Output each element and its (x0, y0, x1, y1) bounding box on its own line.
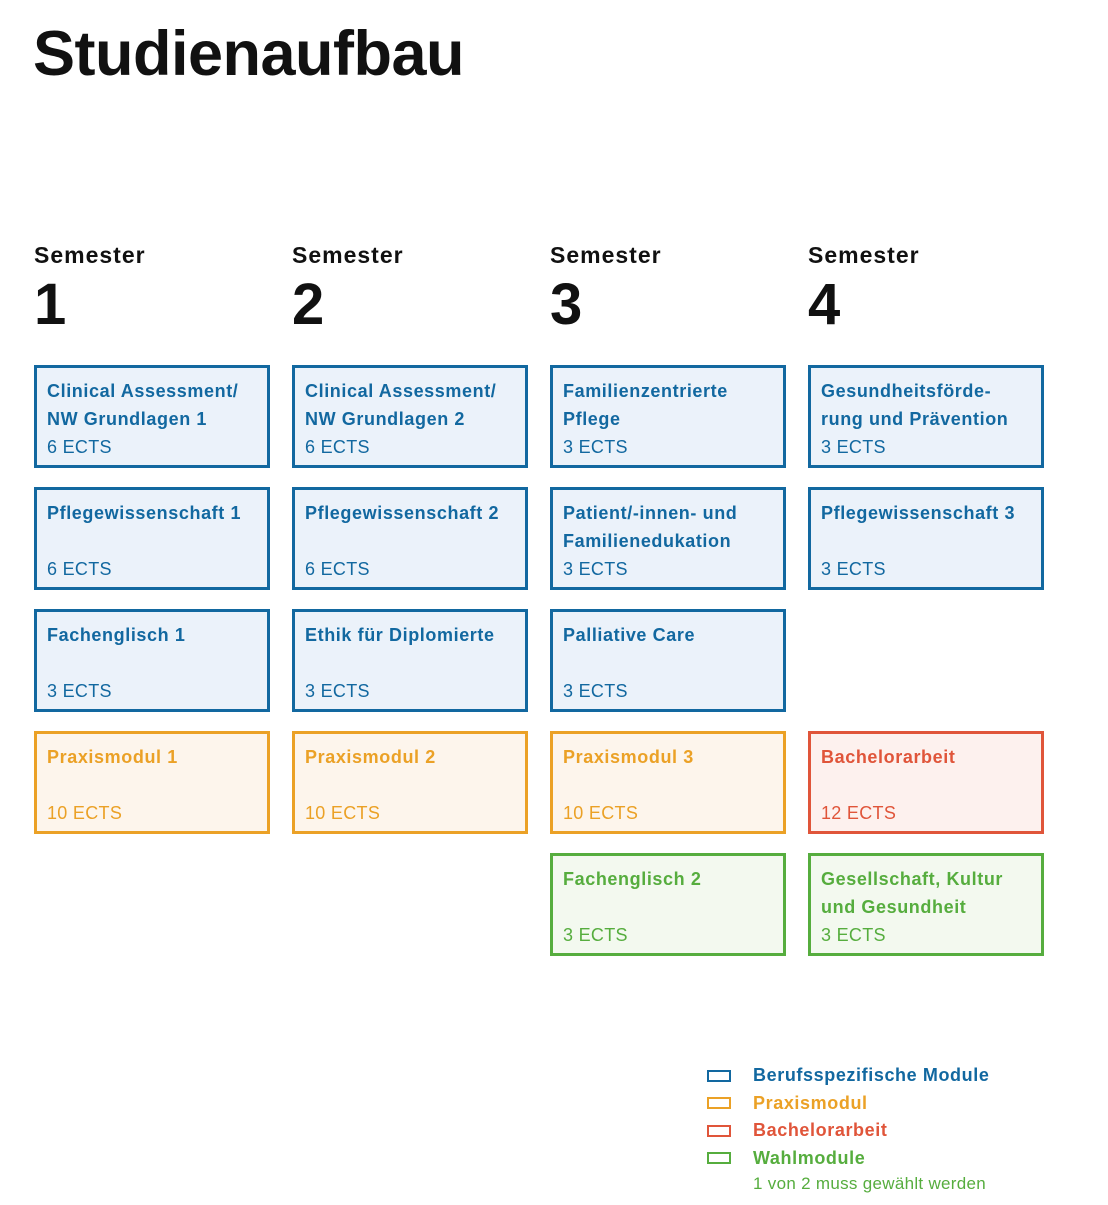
module-name: Clinical Assessment/ NW Grundlagen 2 (305, 381, 497, 429)
module-ects: 3 ECTS (47, 681, 112, 701)
semester-number: 3 (550, 272, 583, 337)
legend-swatch-icon (707, 1152, 731, 1164)
module-name: Fachenglisch 2 (563, 869, 702, 889)
semester-header-4 (808, 240, 1048, 337)
legend (707, 1062, 1087, 1196)
semester-number: 4 (808, 272, 841, 337)
module-name: Gesellschaft, Kultur und Gesundheit (821, 869, 1004, 917)
module-name: Praxismodul 3 (563, 747, 694, 767)
module-ects: 6 ECTS (47, 559, 112, 579)
module-card-praxis (34, 731, 270, 834)
semester-label: Semester (808, 242, 920, 268)
legend-swatch-icon (707, 1097, 731, 1109)
module-card-berufsspezifisch (550, 487, 786, 590)
module-name: Pflegewissenschaft 1 (47, 503, 242, 523)
legend-swatch-icon (707, 1070, 731, 1082)
module-ects: 10 ECTS (47, 803, 123, 823)
module-name: Bachelorarbeit (821, 747, 956, 767)
semester-header-1 (34, 240, 274, 337)
module-name: Gesundheitsförde- rung und Prävention (821, 381, 1009, 429)
module-name: Praxismodul 1 (47, 747, 178, 767)
page-title: Studienaufbau (33, 19, 464, 89)
semester-header-3 (550, 240, 790, 337)
module-name: Familienzentrierte Pflege (563, 381, 728, 429)
module-name: Pflegewissenschaft 2 (305, 503, 500, 523)
module-ects: 6 ECTS (305, 559, 370, 579)
semester-label: Semester (292, 242, 404, 268)
module-card-berufsspezifisch (808, 487, 1044, 590)
semester-header-2 (292, 240, 532, 337)
module-card-berufsspezifisch (34, 609, 270, 712)
module-name: Clinical Assessment/ NW Grundlagen 1 (47, 381, 239, 429)
module-card-berufsspezifisch (292, 365, 528, 468)
legend-item-wahl (707, 1145, 1087, 1173)
module-ects: 12 ECTS (821, 803, 897, 823)
module-card-berufsspezifisch (550, 609, 786, 712)
module-ects: 3 ECTS (563, 681, 628, 701)
module-ects: 6 ECTS (305, 437, 370, 457)
module-ects: 6 ECTS (47, 437, 112, 457)
module-ects: 3 ECTS (821, 925, 886, 945)
semester-number: 2 (292, 272, 325, 337)
legend-item-praxis (707, 1090, 1087, 1118)
module-ects: 3 ECTS (821, 437, 886, 457)
legend-label: Praxismodul (753, 1092, 868, 1113)
legend-item-berufsspezifisch (707, 1062, 1087, 1090)
module-ects: 3 ECTS (563, 437, 628, 457)
module-card-praxis (292, 731, 528, 834)
module-name: Praxismodul 2 (305, 747, 436, 767)
module-ects: 3 ECTS (305, 681, 370, 701)
module-card-berufsspezifisch (808, 365, 1044, 468)
legend-label: Wahlmodule (753, 1147, 866, 1168)
module-name: Fachenglisch 1 (47, 625, 186, 645)
legend-swatch-icon (707, 1125, 731, 1137)
legend-label: Bachelorarbeit (753, 1120, 888, 1141)
module-card-wahl (550, 853, 786, 956)
legend-item-bachelor (707, 1117, 1087, 1145)
module-ects: 10 ECTS (563, 803, 639, 823)
module-card-bachelor (808, 731, 1044, 834)
module-card-praxis (550, 731, 786, 834)
module-name: Pflegewissenschaft 3 (821, 503, 1016, 523)
legend-label: Berufsspezifische Module (753, 1065, 990, 1086)
module-card-berufsspezifisch (292, 487, 528, 590)
module-ects: 10 ECTS (305, 803, 381, 823)
module-card-wahl (808, 853, 1044, 956)
module-card-berufsspezifisch (292, 609, 528, 712)
semester-number: 1 (34, 272, 67, 337)
module-name: Palliative Care (563, 625, 696, 645)
module-card-berufsspezifisch (550, 365, 786, 468)
legend-note: 1 von 2 muss gewählt werden (753, 1174, 987, 1193)
module-ects: 3 ECTS (563, 559, 628, 579)
module-ects: 3 ECTS (563, 925, 628, 945)
module-ects: 3 ECTS (821, 559, 886, 579)
module-card-berufsspezifisch (34, 365, 270, 468)
semester-label: Semester (550, 242, 662, 268)
module-card-berufsspezifisch (34, 487, 270, 590)
module-name: Ethik für Diplomierte (305, 625, 495, 645)
semester-label: Semester (34, 242, 146, 268)
module-name: Patient/-innen- und Familienedukation (563, 503, 738, 551)
